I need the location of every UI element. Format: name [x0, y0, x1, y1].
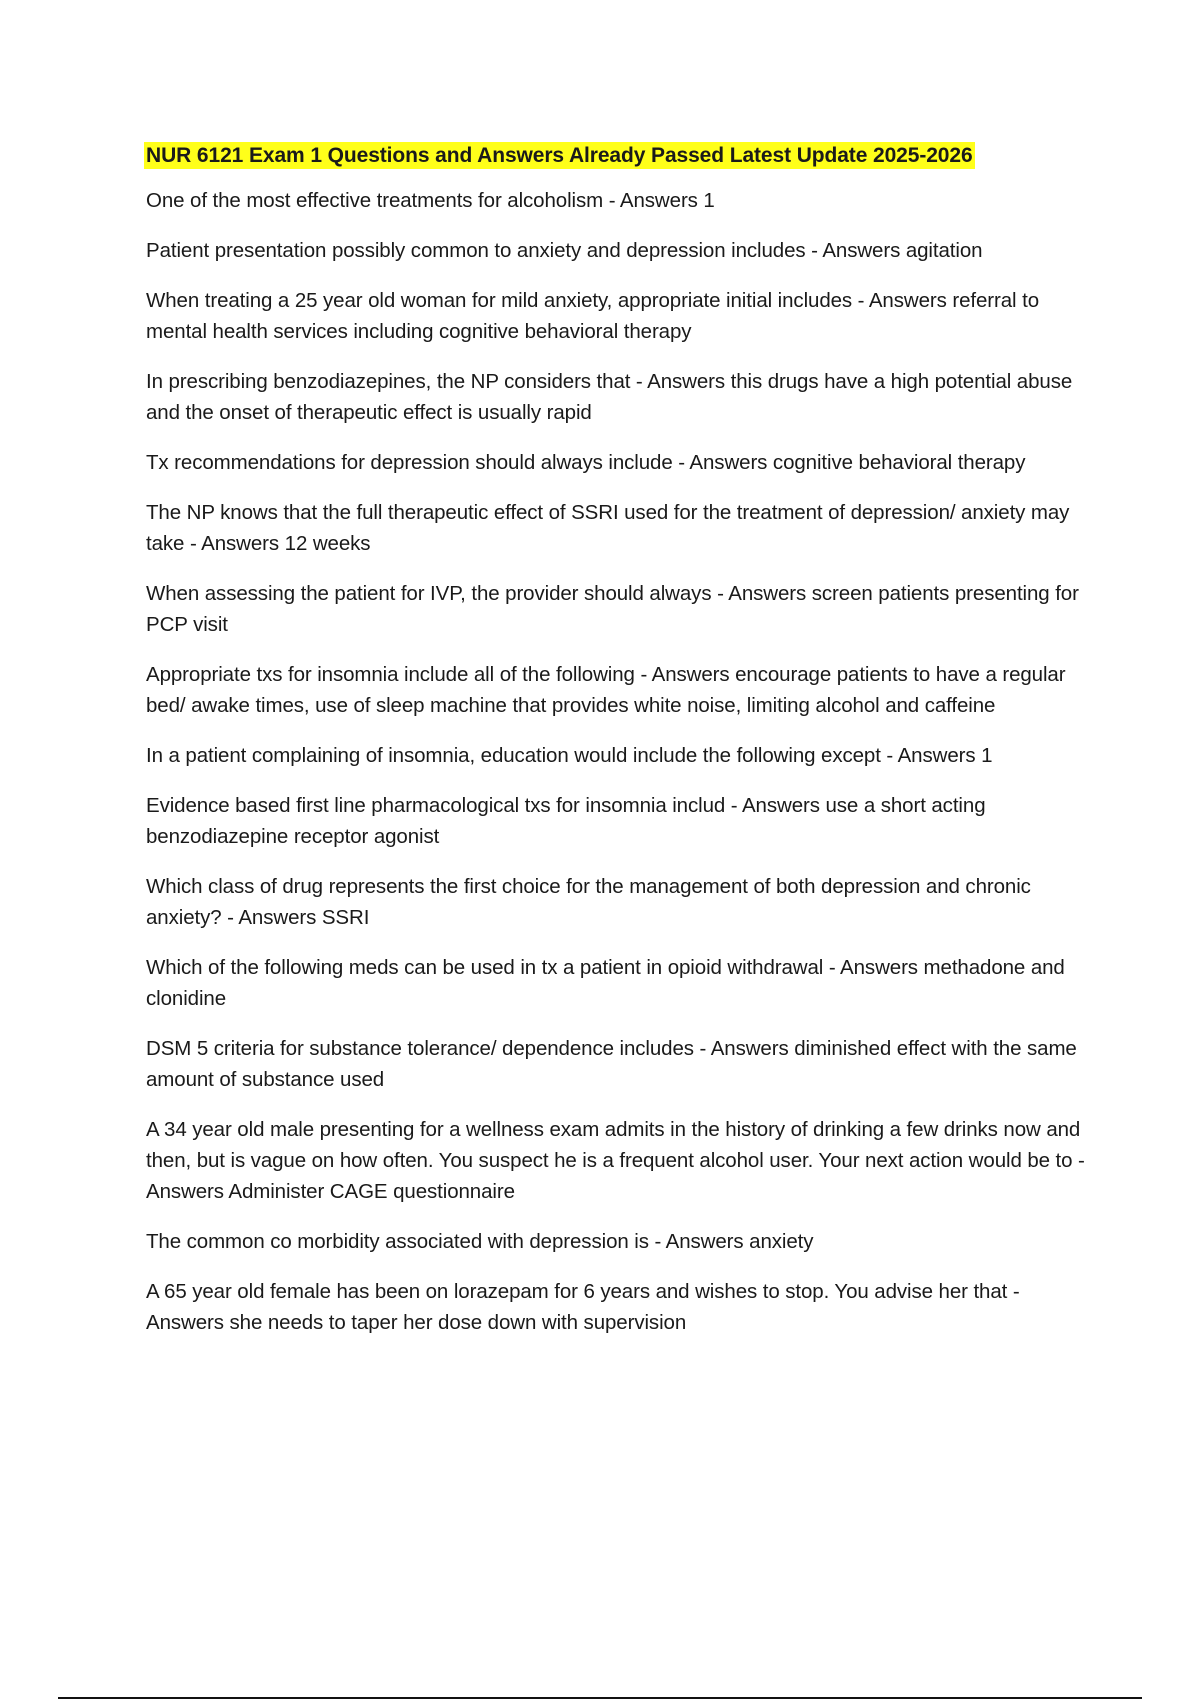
qa-item: In prescribing benzodiazepines, the NP considers that - Answers this drugs have a high potential abuse and the onset of therapeutic effect is usually rapid	[146, 370, 1073, 424]
qa-item: A 34 year old male presenting for a wellness exam admits in the history of drinking a few drinks now and then, but is vague on how often. You suspect he is a frequent alcohol user. Your next action would be to - Answers Administer CAGE questionnaire	[146, 1118, 1085, 1203]
qa-item: In a patient complaining of insomnia, education would include the following except - Answers 1	[146, 744, 993, 767]
qa-item: When treating a 25 year old woman for mild anxiety, appropriate initial includes - Answers referral to mental health services including cognitive behavioral therapy	[146, 289, 1039, 343]
qa-item: DSM 5 criteria for substance tolerance/ dependence includes - Answers diminished effect with the same amount of substance used	[146, 1037, 1077, 1091]
document-content	[146, 142, 1094, 1357]
footer-divider	[58, 1697, 1142, 1699]
qa-item: Tx recommendations for depression should always include - Answers cognitive behavioral therapy	[146, 451, 1026, 474]
qa-item: The common co morbidity associated with depression is - Answers anxiety	[146, 1230, 814, 1253]
qa-item: The NP knows that the full therapeutic effect of SSRI used for the treatment of depression/ anxiety may take - Answers 12 weeks	[146, 501, 1070, 555]
qa-item: When assessing the patient for IVP, the provider should always - Answers screen patients presenting for PCP visit	[146, 582, 1079, 636]
qa-item: Which class of drug represents the first choice for the management of both depression and chronic anxiety? - Answers SSRI	[146, 875, 1031, 929]
qa-item: Which of the following meds can be used in tx a patient in opioid withdrawal - Answers methadone and clonidine	[146, 956, 1065, 1010]
qa-item: Evidence based first line pharmacological txs for insomnia includ - Answers use a short acting benzodiazepine receptor agonist	[146, 794, 986, 848]
qa-item: Appropriate txs for insomnia include all of the following - Answers encourage patients to have a regular bed/ awake times, use of sleep machine that provides white noise, limiting alcohol and caffeine	[146, 663, 1066, 717]
qa-item: One of the most effective treatments for alcoholism - Answers 1	[146, 189, 715, 212]
qa-item: A 65 year old female has been on lorazepam for 6 years and wishes to stop. You advise her that - Answers she needs to taper her dose down with supervision	[146, 1280, 1020, 1334]
qa-item: Patient presentation possibly common to anxiety and depression includes - Answers agitation	[146, 239, 983, 262]
document-title: NUR 6121 Exam 1 Questions and Answers Already Passed Latest Update 2025-2026	[146, 144, 973, 167]
